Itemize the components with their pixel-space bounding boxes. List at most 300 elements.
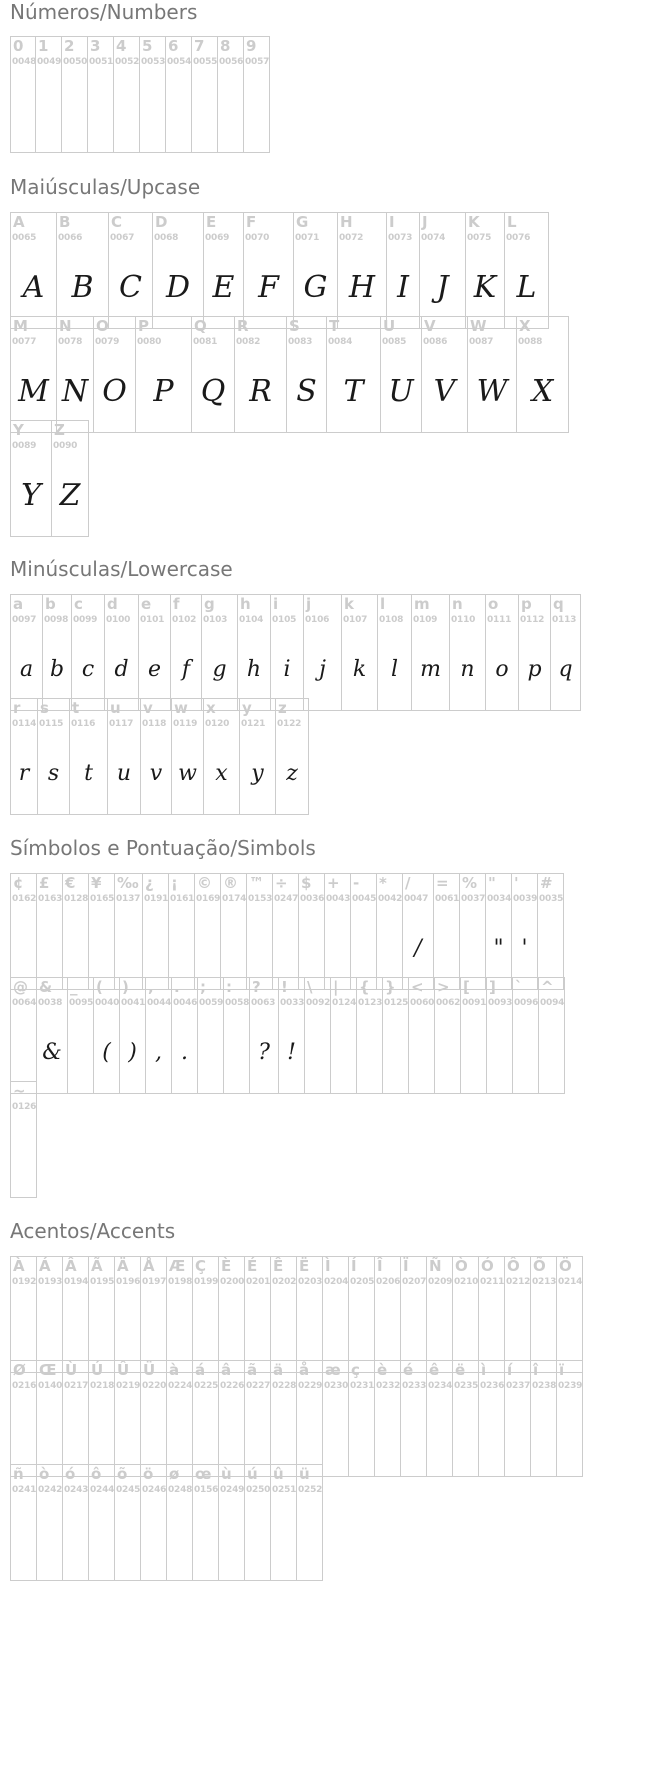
- font-glyph-sample: [323, 1302, 348, 1362]
- character-code: 0128: [64, 894, 89, 904]
- font-glyph-sample: !: [287, 1040, 296, 1065]
- glyph-cell: [192, 1464, 219, 1581]
- character-code: 0209: [428, 1277, 453, 1287]
- character-code: 0191: [144, 894, 169, 904]
- font-glyph-sample: [218, 82, 243, 142]
- glyph-cell: [62, 873, 89, 990]
- character-label: ù: [221, 1465, 232, 1483]
- character-label: Œ: [39, 1361, 57, 1379]
- glyph-cell: [140, 1256, 167, 1373]
- character-label: ó: [65, 1465, 76, 1483]
- character-label: a: [13, 595, 24, 613]
- character-label: 1: [38, 37, 49, 55]
- glyph-cell: [380, 316, 422, 433]
- character-label: ú: [247, 1465, 258, 1483]
- character-label: m: [414, 595, 430, 613]
- glyph-cell: [465, 212, 505, 329]
- font-glyph-sample: [167, 1302, 192, 1362]
- character-code: 0084: [328, 337, 353, 347]
- character-code: 0211: [480, 1277, 505, 1287]
- character-code: 0117: [109, 719, 134, 729]
- font-glyph-sample: [539, 1023, 564, 1083]
- character-code: 0112: [520, 615, 545, 625]
- character-label: ~: [13, 1082, 26, 1100]
- glyph-cell: [218, 1256, 245, 1373]
- character-label: 9: [246, 37, 257, 55]
- font-glyph-sample: d: [114, 657, 129, 682]
- font-glyph-sample: O: [102, 374, 127, 409]
- character-label: Å: [143, 1257, 155, 1275]
- glyph-cell: [478, 1360, 505, 1477]
- character-label: õ: [117, 1465, 128, 1483]
- font-glyph-sample: [141, 1406, 166, 1466]
- character-code: 0079: [95, 337, 120, 347]
- character-code: 0091: [462, 998, 487, 1008]
- character-label: Û: [117, 1361, 130, 1379]
- glyph-cell: [270, 594, 304, 711]
- character-label: p: [521, 595, 532, 613]
- character-label: Ø: [13, 1361, 26, 1379]
- character-label: >: [437, 978, 450, 996]
- character-label: N: [59, 317, 72, 335]
- character-code: 0047: [404, 894, 429, 904]
- glyph-cell: [270, 1360, 297, 1477]
- character-label: 4: [116, 37, 127, 55]
- font-glyph-sample: B: [71, 270, 94, 305]
- character-label: Ñ: [429, 1257, 442, 1275]
- font-glyph-sample: ): [128, 1040, 137, 1065]
- character-code: 0105: [272, 615, 297, 625]
- character-label: n: [452, 595, 463, 613]
- font-glyph-sample: [247, 919, 272, 979]
- character-label: Ï: [403, 1257, 409, 1275]
- glyph-cell: [171, 977, 198, 1094]
- glyph-cell: [114, 1464, 141, 1581]
- character-label: œ: [195, 1465, 212, 1483]
- character-label: æ: [325, 1361, 341, 1379]
- glyph-row: [10, 1360, 582, 1477]
- character-code: 0070: [245, 233, 270, 243]
- font-glyph-sample: [557, 1406, 582, 1466]
- font-glyph-sample: [193, 1510, 218, 1570]
- character-label: ,: [148, 978, 154, 996]
- font-glyph-sample: .: [181, 1040, 188, 1065]
- font-glyph-sample: [557, 1302, 582, 1362]
- font-glyph-sample: [115, 919, 142, 979]
- glyph-cell: [140, 1360, 167, 1477]
- character-code: 0218: [90, 1381, 115, 1391]
- font-glyph-sample: [37, 1302, 62, 1362]
- font-glyph-sample: [245, 1406, 270, 1466]
- font-glyph-sample: Z: [59, 478, 81, 513]
- glyph-cell: [512, 977, 539, 1094]
- character-code: 0076: [506, 233, 531, 243]
- character-code: 0057: [245, 57, 270, 67]
- character-code: 0197: [142, 1277, 167, 1287]
- glyph-row: [10, 212, 548, 329]
- glyph-cell: [197, 977, 224, 1094]
- character-code: 0045: [352, 894, 377, 904]
- character-label: 7: [194, 37, 205, 55]
- character-code: 0055: [193, 57, 218, 67]
- character-label: ê: [429, 1361, 440, 1379]
- character-code: 0098: [44, 615, 69, 625]
- character-code: 0119: [173, 719, 198, 729]
- character-label: I: [389, 213, 395, 231]
- font-glyph-sample: [461, 1023, 486, 1083]
- character-label: :: [226, 978, 232, 996]
- glyph-cell: [35, 36, 62, 153]
- font-glyph-sample: &: [42, 1040, 62, 1065]
- character-code: 0071: [295, 233, 320, 243]
- section-title: Números/Numbers: [10, 0, 198, 24]
- glyph-cell: [36, 1464, 63, 1581]
- character-label: å: [299, 1361, 310, 1379]
- glyph-row: [10, 594, 580, 711]
- glyph-cell: [10, 1464, 37, 1581]
- glyph-cell: [223, 977, 250, 1094]
- font-glyph-sample: [245, 1510, 270, 1570]
- glyph-cell: [449, 594, 486, 711]
- character-code: 0081: [193, 337, 218, 347]
- glyph-cell: [42, 594, 72, 711]
- character-label: ö: [143, 1465, 154, 1483]
- font-glyph-sample: D: [165, 270, 191, 305]
- character-code: 0234: [428, 1381, 453, 1391]
- glyph-cell: [296, 1464, 323, 1581]
- font-glyph-sample: [427, 1302, 452, 1362]
- character-code: 0121: [241, 719, 266, 729]
- font-glyph-sample: V: [433, 374, 456, 409]
- font-glyph-sample: U: [388, 374, 414, 409]
- glyph-cell: [142, 873, 169, 990]
- character-label: Ã: [91, 1257, 103, 1275]
- font-glyph-sample: [487, 1023, 512, 1083]
- character-label: %: [462, 874, 478, 892]
- glyph-row: [10, 420, 88, 537]
- glyph-row: [10, 873, 563, 990]
- character-code: 0162: [12, 894, 37, 904]
- character-code: 0086: [423, 337, 448, 347]
- character-code: 0114: [12, 719, 37, 729]
- character-label: ™: [249, 874, 264, 892]
- font-glyph-sample: [538, 919, 563, 979]
- character-label: ^: [541, 978, 554, 996]
- character-label: l: [380, 595, 386, 613]
- character-code: 0092: [306, 998, 331, 1008]
- character-code: 0042: [378, 894, 403, 904]
- glyph-row: [10, 1464, 322, 1581]
- glyph-row: [10, 1256, 582, 1373]
- character-label: ç: [351, 1361, 360, 1379]
- glyph-cell: [304, 977, 331, 1094]
- character-label: 8: [220, 37, 231, 55]
- font-glyph-sample: [89, 1510, 114, 1570]
- character-label: ä: [273, 1361, 284, 1379]
- glyph-cell: [119, 977, 146, 1094]
- glyph-cell: [168, 873, 195, 990]
- character-label: q: [553, 595, 564, 613]
- character-code: 0109: [413, 615, 438, 625]
- character-label: G: [296, 213, 309, 231]
- font-glyph-sample: y: [251, 761, 264, 786]
- character-code: 0046: [173, 998, 198, 1008]
- character-label: È: [221, 1257, 232, 1275]
- glyph-cell: [296, 1256, 323, 1373]
- glyph-cell: [10, 698, 38, 815]
- glyph-cell: [278, 977, 305, 1094]
- character-label: C: [111, 213, 123, 231]
- character-code: 0203: [298, 1277, 323, 1287]
- font-glyph-sample: [305, 1023, 330, 1083]
- font-glyph-sample: [11, 1127, 36, 1187]
- glyph-cell: [10, 36, 36, 153]
- font-glyph-sample: [11, 1510, 36, 1570]
- glyph-cell: [486, 977, 513, 1094]
- character-code: 0049: [37, 57, 62, 67]
- character-label: Y: [13, 421, 24, 439]
- font-glyph-sample: E: [212, 270, 235, 305]
- character-label: Ö: [559, 1257, 572, 1275]
- character-code: 0228: [272, 1381, 297, 1391]
- glyph-cell: [36, 873, 63, 990]
- font-glyph-sample: [383, 1023, 408, 1083]
- character-code: 0233: [402, 1381, 427, 1391]
- character-code: 0192: [12, 1277, 37, 1287]
- character-label: u: [110, 699, 121, 717]
- character-code: 0103: [203, 615, 228, 625]
- glyph-cell: [10, 873, 37, 990]
- font-glyph-sample: [409, 1023, 434, 1083]
- character-label: 2: [64, 37, 75, 55]
- character-label: H: [340, 213, 353, 231]
- character-label: ã: [247, 1361, 258, 1379]
- font-glyph-sample: C: [119, 270, 142, 305]
- font-glyph-sample: [325, 919, 350, 979]
- font-glyph-sample: [89, 919, 114, 979]
- glyph-cell: [108, 212, 153, 329]
- character-code: 0074: [421, 233, 446, 243]
- character-label: £: [39, 874, 50, 892]
- glyph-cell: [516, 316, 569, 433]
- character-code: 0161: [170, 894, 195, 904]
- character-code: 0096: [514, 998, 539, 1008]
- character-code: 0239: [558, 1381, 583, 1391]
- character-code: 0036: [300, 894, 325, 904]
- font-glyph-sample: [323, 1406, 348, 1466]
- font-glyph-sample: [299, 919, 324, 979]
- font-glyph-sample: m: [420, 657, 441, 682]
- glyph-cell: [426, 1360, 453, 1477]
- character-code: 0247: [274, 894, 299, 904]
- glyph-cell: [504, 212, 549, 329]
- glyph-cell: [88, 873, 115, 990]
- character-code: 0244: [90, 1485, 115, 1495]
- glyph-cell: [356, 977, 383, 1094]
- character-label: h: [240, 595, 251, 613]
- character-code: 0216: [12, 1381, 37, 1391]
- character-code: 0237: [506, 1381, 531, 1391]
- glyph-cell: [377, 594, 412, 711]
- character-label: !: [281, 978, 288, 996]
- character-code: 0102: [172, 615, 197, 625]
- font-glyph-sample: [479, 1302, 504, 1362]
- character-code: 0246: [142, 1485, 167, 1495]
- character-code: 0252: [298, 1485, 323, 1495]
- glyph-cell: [220, 873, 247, 990]
- character-code: 0207: [402, 1277, 427, 1287]
- font-glyph-sample: ': [521, 936, 528, 961]
- font-glyph-sample: p: [527, 657, 542, 682]
- character-code: 0126: [12, 1102, 37, 1112]
- glyph-cell: [140, 698, 172, 815]
- character-code: 0052: [115, 57, 140, 67]
- character-label: í: [507, 1361, 513, 1379]
- character-label: S: [289, 317, 300, 335]
- character-code: 0235: [454, 1381, 479, 1391]
- glyph-cell: [107, 698, 141, 815]
- character-label: f: [173, 595, 180, 613]
- font-glyph-sample: [479, 1406, 504, 1466]
- glyph-cell: [452, 1360, 479, 1477]
- glyph-cell: [411, 594, 450, 711]
- font-glyph-sample: v: [149, 761, 163, 786]
- character-code: 0169: [196, 894, 221, 904]
- character-label: ï: [559, 1361, 565, 1379]
- font-glyph-sample: [351, 919, 376, 979]
- glyph-cell: [237, 594, 271, 711]
- glyph-cell: [87, 36, 114, 153]
- character-label: à: [169, 1361, 180, 1379]
- glyph-cell: [166, 1360, 193, 1477]
- character-code: 0087: [469, 337, 494, 347]
- font-glyph-sample: [198, 1023, 223, 1083]
- character-label: e: [141, 595, 152, 613]
- glyph-cell: [556, 1360, 583, 1477]
- character-code: 0107: [343, 615, 368, 625]
- font-glyph-sample: /: [414, 936, 422, 961]
- glyph-cell: [203, 212, 244, 329]
- glyph-cell: [88, 1360, 115, 1477]
- character-label: t: [72, 699, 80, 717]
- character-code: 0093: [488, 998, 513, 1008]
- font-glyph-sample: [63, 1510, 88, 1570]
- glyph-cell: [139, 36, 166, 153]
- glyph-cell: [93, 316, 136, 433]
- glyph-cell: [234, 316, 287, 433]
- character-label: ì: [481, 1361, 487, 1379]
- font-glyph-sample: [89, 1406, 114, 1466]
- font-glyph-sample: [219, 1302, 244, 1362]
- glyph-cell: [293, 212, 338, 329]
- character-label: =: [436, 874, 449, 892]
- character-code: 0044: [147, 998, 172, 1008]
- character-label: Æ: [169, 1257, 186, 1275]
- character-code: 0120: [205, 719, 230, 729]
- section-title: Símbolos e Pontuação/Simbols: [10, 836, 316, 860]
- font-glyph-sample: L: [516, 270, 537, 305]
- character-label: }: [385, 978, 396, 996]
- glyph-cell: [467, 316, 517, 433]
- glyph-cell: [239, 698, 276, 815]
- font-glyph-sample: Y: [21, 478, 41, 513]
- character-code: 0077: [12, 337, 37, 347]
- glyph-cell: [203, 698, 240, 815]
- font-glyph-sample: a: [19, 657, 34, 682]
- font-glyph-sample: [63, 919, 88, 979]
- font-glyph-sample: k: [352, 657, 367, 682]
- font-glyph-sample: u: [116, 761, 132, 786]
- character-label: `: [515, 978, 523, 996]
- font-glyph-sample: [63, 1302, 88, 1362]
- font-glyph-sample: [375, 1302, 400, 1362]
- character-code: 0250: [246, 1485, 271, 1495]
- font-glyph-sample: s: [47, 761, 60, 786]
- glyph-cell: [10, 1256, 37, 1373]
- font-glyph-sample: H: [348, 270, 376, 305]
- character-label: X: [519, 317, 531, 335]
- font-glyph-sample: M: [18, 374, 49, 409]
- glyph-cell: [400, 1256, 427, 1373]
- character-label: Ò: [455, 1257, 468, 1275]
- character-code: 0217: [64, 1381, 89, 1391]
- font-glyph-sample: T: [343, 374, 364, 409]
- character-label: é: [403, 1361, 414, 1379]
- character-code: 0195: [90, 1277, 115, 1287]
- glyph-cell: [140, 1464, 167, 1581]
- glyph-cell: [374, 1256, 401, 1373]
- font-glyph-sample: [195, 919, 220, 979]
- character-label: c: [74, 595, 83, 613]
- character-code: 0083: [288, 337, 313, 347]
- glyph-cell: [485, 594, 519, 711]
- character-code: 0033: [280, 998, 305, 1008]
- character-code: 0231: [350, 1381, 375, 1391]
- glyph-cell: [166, 1256, 193, 1373]
- character-label: K: [468, 213, 480, 231]
- character-code: 0229: [298, 1381, 323, 1391]
- character-code: 0038: [38, 998, 63, 1008]
- font-glyph-sample: t: [84, 761, 93, 786]
- character-code: 0043: [326, 894, 351, 904]
- glyph-cell: [69, 698, 108, 815]
- font-glyph-sample: [37, 1406, 62, 1466]
- glyph-cell: [61, 36, 88, 153]
- character-label: x: [206, 699, 216, 717]
- glyph-cell: [270, 1256, 297, 1373]
- font-glyph-sample: g: [212, 657, 227, 682]
- character-label: r: [13, 699, 21, 717]
- character-label: Q: [194, 317, 207, 335]
- font-glyph-sample: [271, 1406, 296, 1466]
- character-code: 0213: [532, 1277, 557, 1287]
- character-code: 0066: [58, 233, 83, 243]
- font-glyph-sample: [297, 1406, 322, 1466]
- character-label: ¡: [171, 874, 178, 892]
- glyph-cell: [433, 873, 460, 990]
- character-label: V: [424, 317, 436, 335]
- character-label: ®: [223, 874, 238, 892]
- character-label: o: [488, 595, 499, 613]
- glyph-cell: [326, 316, 381, 433]
- character-code: 0041: [121, 998, 146, 1008]
- glyph-cell: [191, 316, 235, 433]
- character-label: 0: [13, 37, 24, 55]
- font-glyph-sample: [401, 1406, 426, 1466]
- glyph-cell: [165, 36, 192, 153]
- font-glyph-sample: [245, 1302, 270, 1362]
- character-code: 0054: [167, 57, 192, 67]
